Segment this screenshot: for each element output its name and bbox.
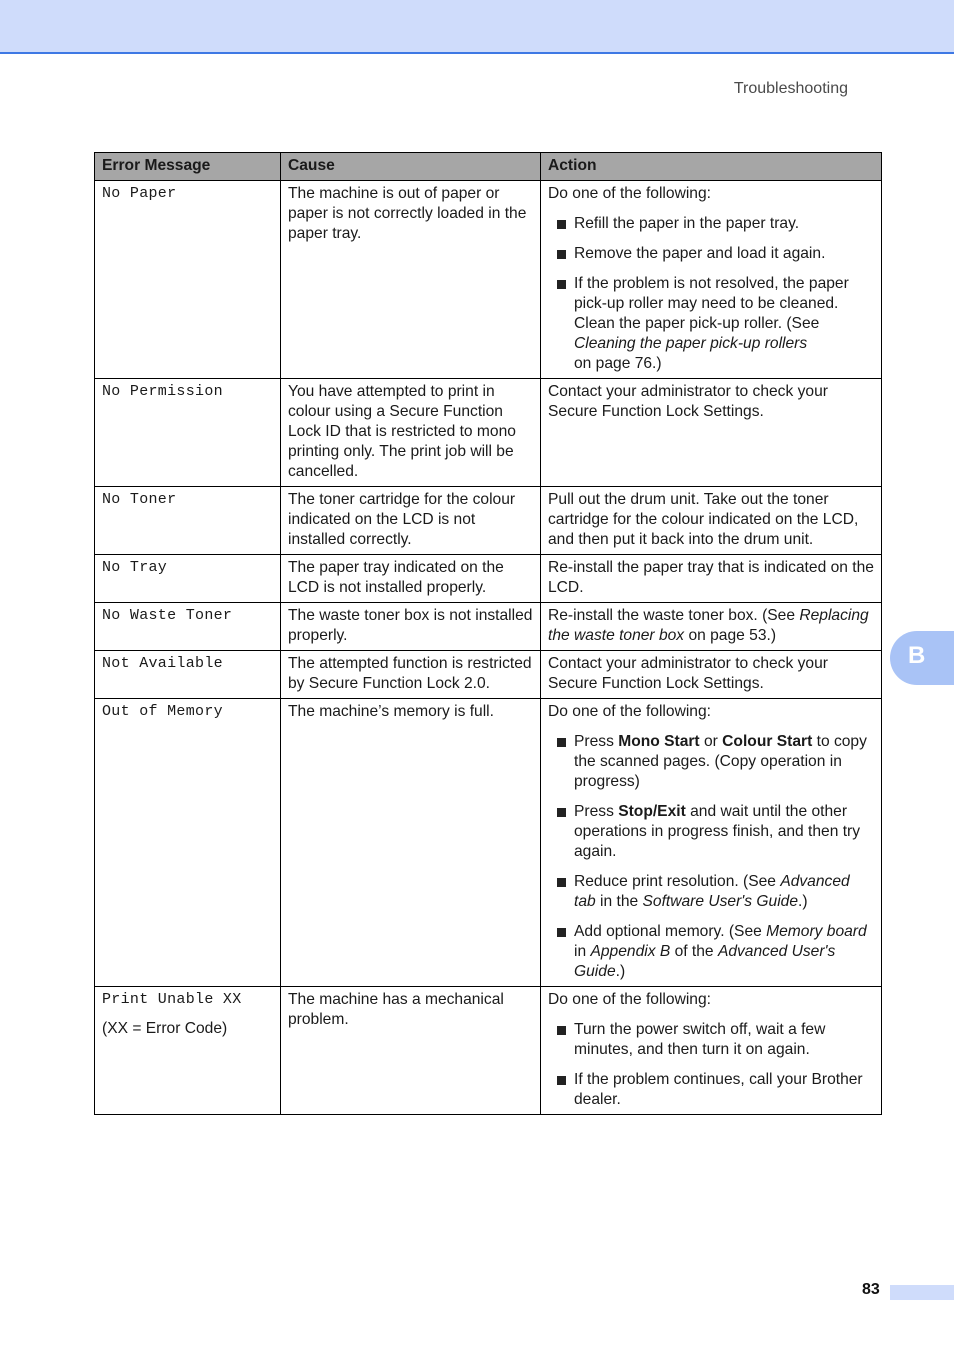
action-list-item <box>548 274 874 374</box>
error-code: No Paper <box>102 185 177 202</box>
table-row <box>95 181 882 379</box>
action-cell <box>541 699 882 987</box>
bullet-square-icon <box>557 220 566 229</box>
table-row <box>95 651 882 699</box>
error-code: Print Unable XX <box>102 991 242 1008</box>
action-list <box>548 1020 874 1110</box>
table-row <box>95 699 882 987</box>
error-code-note: (XX = Error Code) <box>102 1020 228 1037</box>
action-list <box>548 732 874 982</box>
error-message-cell <box>95 603 281 651</box>
header-error-message: Error Message <box>95 153 281 181</box>
error-code: No Tray <box>102 559 168 576</box>
action-list-item <box>548 922 874 982</box>
error-message-cell <box>95 699 281 987</box>
cause-cell: You have attempted to print in colour using a Secure Function Lock ID that is restricted to mono printing only. The print job will be cancelled. <box>281 379 541 487</box>
error-code: No Permission <box>102 383 223 400</box>
action-text: Contact your administrator to check your Secure Function Lock Settings. <box>548 383 828 420</box>
action-list-item <box>548 732 874 792</box>
error-code: No Toner <box>102 491 177 508</box>
action-cell <box>541 555 882 603</box>
error-message-cell <box>95 487 281 555</box>
cause-cell: The machine’s memory is full. <box>281 699 541 987</box>
action-list-item-text: Remove the paper and load it again. <box>574 245 826 262</box>
action-list-item-text: Press Mono Start or Colour Start to copy the scanned pages. (Copy operation in progress) <box>574 733 867 790</box>
action-cell <box>541 181 882 379</box>
appendix-tab[interactable] <box>890 631 954 685</box>
bullet-square-icon <box>557 280 566 289</box>
error-message-cell <box>95 555 281 603</box>
page-number: 83 <box>862 1281 880 1298</box>
action-list-item <box>548 1070 874 1110</box>
header-action: Action <box>541 153 882 181</box>
action-list-item <box>548 802 874 862</box>
action-list-item-text: Refill the paper in the paper tray. <box>574 215 800 232</box>
error-code: No Waste Toner <box>102 607 233 624</box>
bullet-square-icon <box>557 1076 566 1085</box>
bullet-square-icon <box>557 928 566 937</box>
error-message-cell <box>95 651 281 699</box>
action-list-item-text: Add optional memory. (See Memory board in Appendix B of the Advanced User's Guide.) <box>574 923 867 980</box>
error-table <box>94 152 882 1115</box>
action-list-item-text: If the problem continues, call your Brother dealer. <box>574 1071 863 1108</box>
action-intro: Do one of the following: <box>548 991 711 1008</box>
action-list-item <box>548 1020 874 1060</box>
table-row <box>95 487 882 555</box>
error-code: Not Available <box>102 655 223 672</box>
error-message-cell <box>95 987 281 1115</box>
bullet-square-icon <box>557 808 566 817</box>
action-text: Re-install the paper tray that is indicated on the LCD. <box>548 559 874 596</box>
cause-cell: The toner cartridge for the colour indicated on the LCD is not installed correctly. <box>281 487 541 555</box>
action-text: Pull out the drum unit. Take out the toner cartridge for the colour indicated on the LCD, and then put it back into the drum unit. <box>548 491 859 548</box>
bullet-square-icon <box>557 738 566 747</box>
table-body <box>95 181 882 1115</box>
cause-cell: The machine has a mechanical problem. <box>281 987 541 1115</box>
table-row <box>95 987 882 1115</box>
bullet-square-icon <box>557 878 566 887</box>
table-header-row <box>95 153 882 181</box>
appendix-tab-label: B <box>908 642 926 669</box>
action-list-item <box>548 244 874 264</box>
action-list-item <box>548 214 874 234</box>
action-cell <box>541 651 882 699</box>
cause-cell: The attempted function is restricted by Secure Function Lock 2.0. <box>281 651 541 699</box>
error-message-cell <box>95 379 281 487</box>
action-list-item-text: If the problem is not resolved, the paper pick-up roller may need to be cleaned. Clean the paper pick-up roller. (See Cleaning the paper pick-up rollers on page 76.) <box>574 275 849 372</box>
table-row <box>95 379 882 487</box>
action-intro: Do one of the following: <box>548 703 711 720</box>
page-number-bar <box>890 1285 954 1300</box>
bullet-square-icon <box>557 1026 566 1035</box>
table-row <box>95 555 882 603</box>
error-message-cell <box>95 181 281 379</box>
section-title: Troubleshooting <box>733 80 848 97</box>
error-code: Out of Memory <box>102 703 223 720</box>
action-cell <box>541 487 882 555</box>
table-row <box>95 603 882 651</box>
action-cell <box>541 603 882 651</box>
cause-cell: The waste toner box is not installed properly. <box>281 603 541 651</box>
action-list-item-text: Turn the power switch off, wait a few minutes, and then turn it on again. <box>574 1021 826 1058</box>
action-list <box>548 214 874 374</box>
action-cell <box>541 379 882 487</box>
action-text: Contact your administrator to check your Secure Function Lock Settings. <box>548 655 828 692</box>
action-list-item-text: Reduce print resolution. (See Advanced tab in the Software User's Guide.) <box>574 873 850 910</box>
action-text: Re-install the waste toner box. (See Replacing the waste toner box on page 53.) <box>548 607 869 644</box>
action-cell <box>541 987 882 1115</box>
action-list-item-text: Press Stop/Exit and wait until the other operations in progress finish, and then try again. <box>574 803 861 860</box>
action-intro: Do one of the following: <box>548 185 711 202</box>
header-bar <box>0 0 954 54</box>
bullet-square-icon <box>557 250 566 259</box>
cause-cell: The machine is out of paper or paper is not correctly loaded in the paper tray. <box>281 181 541 379</box>
action-list-item <box>548 872 874 912</box>
header-cause: Cause <box>281 153 541 181</box>
cause-cell: The paper tray indicated on the LCD is not installed properly. <box>281 555 541 603</box>
